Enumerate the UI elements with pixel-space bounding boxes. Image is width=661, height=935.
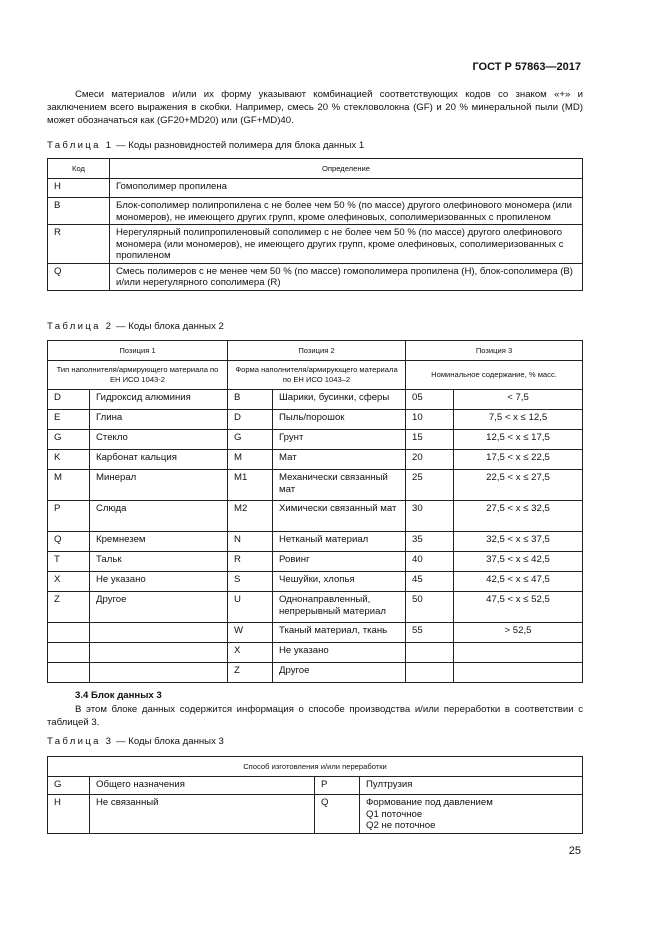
table2-content-range [454, 643, 583, 663]
table2-content-code: 40 [406, 552, 454, 572]
table2-content-code: 05 [406, 390, 454, 410]
table2-form-name: Химически связанный мат [273, 501, 406, 532]
table2-filler-type: Минерал [90, 470, 228, 501]
document-id: ГОСТ Р 57863—2017 [472, 61, 581, 73]
table3-header: Способ изготовления и/или переработки [48, 757, 583, 777]
table1-header-code: Код [48, 159, 110, 179]
table2-filler-code: D [48, 390, 90, 410]
table2-form-name: Чешуйки, хлопья [273, 572, 406, 592]
table3-caption-text: — Коды блока данных 3 [113, 736, 224, 747]
table-row [48, 450, 583, 470]
table2-filler-code: Z [48, 592, 90, 623]
table2-form-name: Однонаправленный, непрерывный материал [273, 592, 406, 623]
table-row [48, 410, 583, 430]
table2-content-range: 17,5 < x ≤ 22,5 [454, 450, 583, 470]
table2-filler-type: Кремнезем [90, 532, 228, 552]
table-row [48, 179, 583, 198]
table2-form-name: Пыль/порошок [273, 410, 406, 430]
table2-sub-header-2: Форма наполнителя/армирующего материала по ЕН ИСО 1043–2 [228, 361, 406, 390]
table-row [48, 592, 583, 623]
table2-filler-code: P [48, 501, 90, 532]
table2-filler-type [90, 623, 228, 643]
table1-definition: Блок-сополимер полипропилена с не более чем 50 % (по массе) другого олефинового мономера (или мономеров), не имеющего других групп, кроме олефиновых, сополимеризованных с пропиленом [110, 198, 583, 225]
table-row [48, 430, 583, 450]
table2-form-code: G [228, 430, 273, 450]
table3-method: Пултрузия [360, 777, 583, 795]
table2-filler-type: Стекло [90, 430, 228, 450]
section-3-4-text-block [47, 703, 583, 729]
table1-code: Q [48, 263, 110, 290]
table-row [48, 663, 583, 683]
table2-filler-code [48, 663, 90, 683]
table-row [48, 198, 583, 225]
table2-content-code: 50 [406, 592, 454, 623]
table2-filler-code: Q [48, 532, 90, 552]
table2-content-range: 22,5 < x ≤ 27,5 [454, 470, 583, 501]
table2-content-code: 45 [406, 572, 454, 592]
table-row [48, 777, 583, 795]
table3-caption-prefix: Таблица 3 [47, 736, 114, 747]
table2-content-range: 32,5 < x ≤ 37,5 [454, 532, 583, 552]
table1-definition: Смесь полимеров с не менее чем 50 % (по массе) гомополимера пропилена (H), блок-сополимера (B) и/или нерегулярного сополимера (R) [110, 263, 583, 290]
table1-code: R [48, 225, 110, 264]
table1-caption-prefix: Таблица 1 [47, 140, 114, 151]
table3-code: P [315, 777, 360, 795]
table2-content-range: 12,5 < x ≤ 17,5 [454, 430, 583, 450]
table1-caption [47, 140, 364, 151]
table2-filler-type: Слюда [90, 501, 228, 532]
table2-form-name: Механически связанный мат [273, 470, 406, 501]
table2-filler-type: Глина [90, 410, 228, 430]
table2-form-code: D [228, 410, 273, 430]
table3-sub-method: Q2 не поточное [366, 820, 436, 831]
table3-code: Q [315, 795, 360, 834]
table2-content-code: 35 [406, 532, 454, 552]
section-3-4-heading: 3.4 Блок данных 3 [75, 690, 162, 701]
table2-form-name: Шарики, бусинки, сферы [273, 390, 406, 410]
table2-content-range: 27,5 < x ≤ 32,5 [454, 501, 583, 532]
table2-group-header-1: Позиция 1 [48, 341, 228, 361]
table-row [48, 532, 583, 552]
table2-content-code: 10 [406, 410, 454, 430]
table2-group-header-2: Позиция 2 [228, 341, 406, 361]
table2-filler-type: Другое [90, 592, 228, 623]
table1-code: H [48, 179, 110, 198]
table2-content-code: 20 [406, 450, 454, 470]
table2-content-range: 7,5 < x ≤ 12,5 [454, 410, 583, 430]
table2-caption [47, 321, 224, 332]
table2-filler-type: Тальк [90, 552, 228, 572]
table2-form-code: B [228, 390, 273, 410]
table1-header-definition: Определение [110, 159, 583, 179]
table2-form-code: W [228, 623, 273, 643]
table2-sub-header-row [48, 361, 583, 390]
table2-form-name: Не указано [273, 643, 406, 663]
table-row [48, 795, 583, 834]
section-3-4-text: В этом блоке данных содержится информация о способе производства и/или переработки в соответствии с таблицей 3. [47, 704, 583, 728]
table2-filler-type: Не указано [90, 572, 228, 592]
table3-method: Не связанный [90, 795, 315, 834]
table2-content-code: 15 [406, 430, 454, 450]
table2-filler-code: E [48, 410, 90, 430]
table-row [48, 623, 583, 643]
table1 [47, 158, 583, 291]
table1-header-row [48, 159, 583, 179]
table2-form-name: Мат [273, 450, 406, 470]
table2-filler-type: Гидроксид алюминия [90, 390, 228, 410]
table2-form-name: Другое [273, 663, 406, 683]
table1-caption-text: — Коды разновидностей полимера для блока данных 1 [113, 140, 365, 151]
table2-form-code: U [228, 592, 273, 623]
table3-code: G [48, 777, 90, 795]
table2-filler-code: X [48, 572, 90, 592]
table1-definition: Гомополимер пропилена [110, 179, 583, 198]
table2-content-range: 47,5 < x ≤ 52,5 [454, 592, 583, 623]
table2-filler-code [48, 623, 90, 643]
table2-form-code: M1 [228, 470, 273, 501]
table2-form-code: M2 [228, 501, 273, 532]
table2-sub-header-1: Тип наполнителя/армирующего материала по ЕН ИСО 1043-2 [48, 361, 228, 390]
table2-form-code: R [228, 552, 273, 572]
intro-text: Смеси материалов и/или их форму указывают комбинацией соответствующих кодов со знаком «+» и заключением всего выражения в скобки. Например, смесь 20 % стекловолокна (GF) и 20 % минеральной пыли (MD) может обозначаться как (GF20+MD20) или (GF+MD)40. [47, 89, 583, 126]
table2-form-name: Грунт [273, 430, 406, 450]
table2-content-range: < 7,5 [454, 390, 583, 410]
table2-form-code: X [228, 643, 273, 663]
table2-content-code: 30 [406, 501, 454, 532]
table2-filler-code: G [48, 430, 90, 450]
table2 [47, 340, 583, 683]
table2-form-code: Z [228, 663, 273, 683]
table2-filler-code: M [48, 470, 90, 501]
table2-form-name: Ровинг [273, 552, 406, 572]
table-row [48, 263, 583, 290]
table2-content-code [406, 663, 454, 683]
table3-sub-method: Q1 поточное [366, 808, 423, 820]
table-row [48, 572, 583, 592]
table3-method: Формование под давлением [366, 797, 493, 808]
table-row [48, 552, 583, 572]
table2-content-range [454, 663, 583, 683]
table-row [48, 501, 583, 532]
table2-form-code: M [228, 450, 273, 470]
table2-content-range: > 52,5 [454, 623, 583, 643]
table3-method: Общего назначения [90, 777, 315, 795]
table1-definition: Нерегулярный полипропиленовый сополимер с не более чем 50 % (по массе) другого олефинового мономера (или мономеров), не имеющего других групп, кроме олефиновых, сополимеризованных с пропиленом [110, 225, 583, 264]
table2-content-code: 55 [406, 623, 454, 643]
table3-method-cell [360, 795, 583, 834]
table1-code: B [48, 198, 110, 225]
table2-filler-code: K [48, 450, 90, 470]
table2-filler-type [90, 643, 228, 663]
table2-group-header-3: Позиция 3 [406, 341, 583, 361]
table3-header-row [48, 757, 583, 777]
table3-caption [47, 736, 224, 747]
table2-filler-code [48, 643, 90, 663]
table2-form-name: Нетканый материал [273, 532, 406, 552]
table2-content-range: 37,5 < x ≤ 42,5 [454, 552, 583, 572]
table2-group-header-row [48, 341, 583, 361]
table2-caption-prefix: Таблица 2 [47, 321, 114, 332]
table2-filler-code: T [48, 552, 90, 572]
table2-content-code [406, 643, 454, 663]
table2-caption-text: — Коды блока данных 2 [113, 321, 224, 332]
table2-form-code: N [228, 532, 273, 552]
page-number: 25 [568, 845, 581, 857]
table2-sub-header-3: Номинальное содержание, % масс. [406, 361, 583, 390]
table-row [48, 390, 583, 410]
intro-paragraph [47, 88, 583, 127]
table-row [48, 643, 583, 663]
table2-content-range: 42,5 < x ≤ 47,5 [454, 572, 583, 592]
table2-filler-type [90, 663, 228, 683]
table2-content-code: 25 [406, 470, 454, 501]
table2-filler-type: Карбонат кальция [90, 450, 228, 470]
table3 [47, 756, 583, 834]
table-row [48, 225, 583, 264]
table2-form-code: S [228, 572, 273, 592]
table3-code: H [48, 795, 90, 834]
table-row [48, 470, 583, 501]
table2-form-name: Тканый материал, ткань [273, 623, 406, 643]
